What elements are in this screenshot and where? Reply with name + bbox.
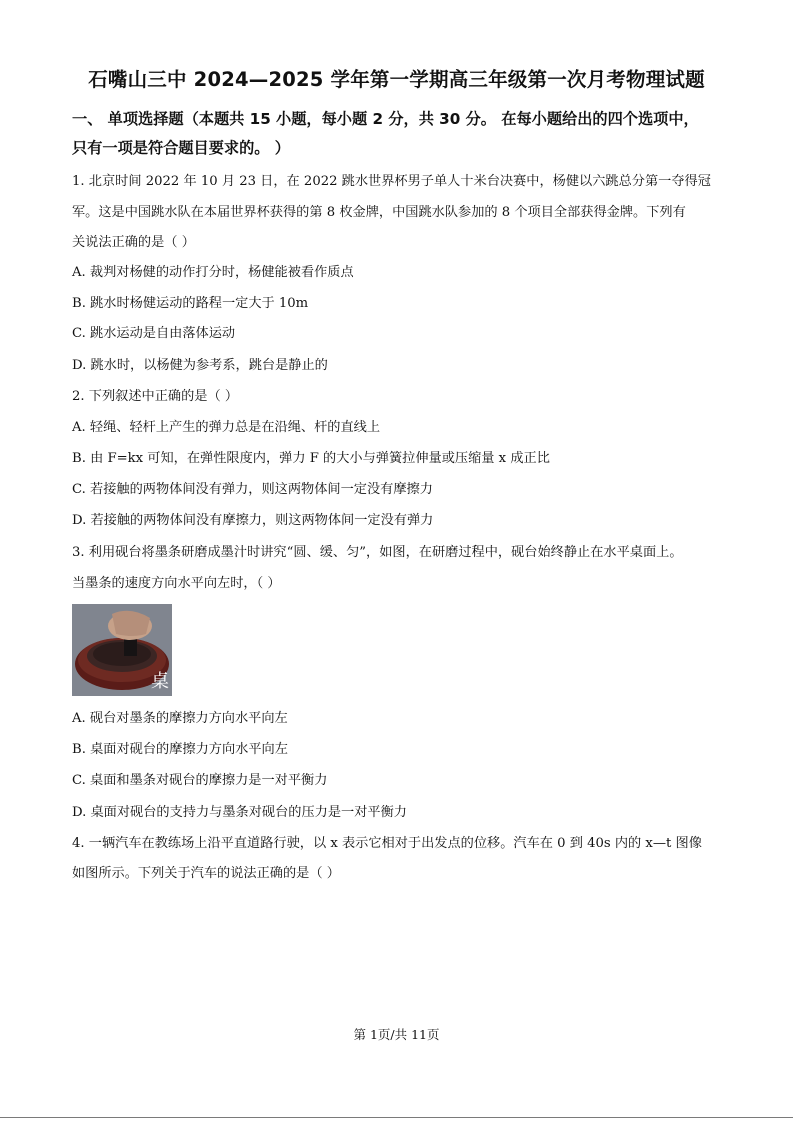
inkstone-photo xyxy=(72,604,172,696)
q2-stem: 2. 下列叙述中正确的是（ ） xyxy=(72,389,239,404)
q1-stem-line3: 关说法正确的是（ ） xyxy=(72,235,195,250)
q3-option-c: C. 桌面和墨条对砚台的摩擦力是一对平衡力 xyxy=(72,773,328,788)
section-heading-line2: 只有一项是符合题目要求的。 ） xyxy=(72,139,290,157)
q3-option-d: D. 桌面对砚台的支持力与墨条对砚台的压力是一对平衡力 xyxy=(72,805,407,820)
q2-option-c: C. 若接触的两物体间没有弹力，则这两物体间一定没有摩擦力 xyxy=(72,482,433,497)
q1-option-b: B. 跳水时杨健运动的路程一定大于 10m xyxy=(72,296,309,311)
q3-option-a: A. 砚台对墨条的摩擦力方向水平向左 xyxy=(72,711,288,726)
q2-option-a: A. 轻绳、轻杆上产生的弹力总是在沿绳、杆的直线上 xyxy=(72,420,381,435)
q1-stem-line2: 军。这是中国跳水队在本届世界杯获得的第 8 枚金牌，中国跳水队参加的 8 个项目全部获得金牌。下列有 xyxy=(72,205,686,220)
q1-option-a: A. 裁判对杨健的动作打分时，杨健能被看作质点 xyxy=(72,265,354,280)
q4-stem-line2: 如图所示。下列关于汽车的说法正确的是（ ） xyxy=(72,866,340,881)
q4-stem-line1: 4. 一辆汽车在教练场上沿平直道路行驶，以 x 表示它相对于出发点的位移。汽车在 0 到 40s 内的 x—t 图像 xyxy=(72,836,702,851)
q1-option-d: D. 跳水时，以杨健为参考系，跳台是静止的 xyxy=(72,358,328,373)
q2-option-d: D. 若接触的两物体间没有摩擦力，则这两物体间一定没有弹力 xyxy=(72,513,434,528)
q3-stem-line1: 3. 利用砚台将墨条研磨成墨汁时讲究“圆、缓、匀”，如图，在研磨过程中，砚台始终静止在水平桌面上。 xyxy=(72,545,683,560)
q1-stem-line1: 1. 北京时间 2022 年 10 月 23 日，在 2022 跳水世界杯男子单人十米台决赛中，杨健以六跳总分第一夺得冠 xyxy=(72,174,711,189)
q3-option-b: B. 桌面对砚台的摩擦力方向水平向左 xyxy=(72,742,288,757)
page-title: 石嘴山三中 2024—2025 学年第一学期高三年级第一次月考物理试题 xyxy=(88,68,705,91)
q1-option-c: C. 跳水运动是自由落体运动 xyxy=(72,326,236,341)
q2-option-b: B. 由 F=kx 可知，在弹性限度内，弹力 F 的大小与弹簧拉伸量或压缩量 x 成正比 xyxy=(72,451,550,466)
q3-stem-line2: 当墨条的速度方向水平向左时，（ ） xyxy=(72,576,281,591)
page-footer: 第 1页/共 11页 xyxy=(353,1027,440,1042)
photo-label: 桌 xyxy=(151,671,169,692)
section-heading-line1: 一、 单项选择题（本题共 15 小题，每小题 2 分，共 30 分。 在每小题给出的四个选项中， xyxy=(72,110,699,128)
bottom-divider xyxy=(0,1117,793,1118)
